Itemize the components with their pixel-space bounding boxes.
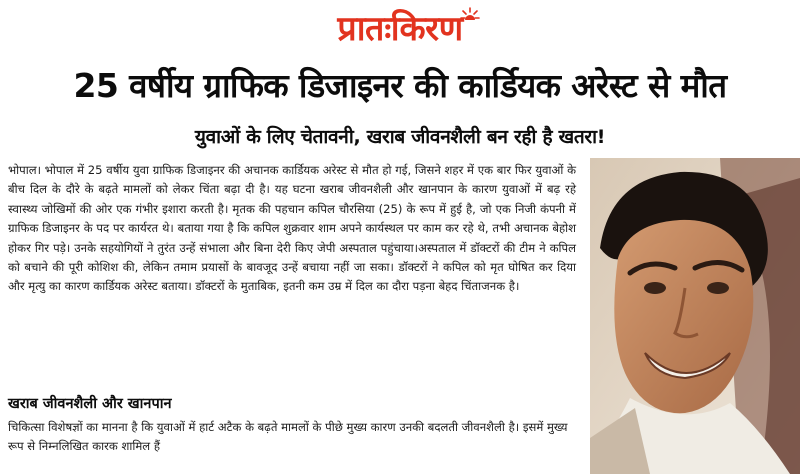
portrait-illustration [590,158,800,474]
logo-text: प्रातःकिरण [337,9,463,49]
section-heading: खराब जीवनशैली और खानपान [8,396,172,412]
logo[interactable] [337,9,463,49]
section-body: चिकित्सा विशेषज्ञों का मानना है कि युवाओं में हार्ट अटैक के बढ़ते मामलों के पीछे मुख्य कारण उनकी बदलती जीवनशैली है। इसमें मुख्य रूप से निम्नलिखित कारक शामिल हैं [8,420,568,454]
portrait-photo [590,158,800,474]
subheadline: युवाओं के लिए चेतावनी, खराब जीवनशैली बन रही है खतरा! [194,126,606,148]
sun-icon [459,6,481,28]
headline: 25 वर्षीय ग्राफिक डिजाइनर की कार्डियक अरेस्ट से मौत [73,66,727,105]
masthead [0,4,800,54]
article-body: भोपाल। भोपाल में 25 वर्षीय युवा ग्राफिक डिजाइनर की अचानक कार्डियक अरेस्ट से मौत हो गई, जिसने शहर में एक बार फिर युवाओं के बीच दिल के दौरे के बढ़ते मामलों को लेकर चिंता बढ़ा दी है। यह घटना खराब जीवनशैली और खानपान के कारण युवाओं में बढ़ रहे स्वास्थ्य जोखिमों की ओर एक गंभीर इशारा करती है। मृतक की पहचान कपिल चौरसिया (25) के रूप में हुई है, जो एक निजी कंपनी में ग्राफिक डिजाइनर के पद पर कार्यरत थे। बताया गया है कि कपिल शुक्रवार शाम अपने कार्यस्थल पर काम कर रहे थे, तभी अचानक बेहोश होकर गिर पड़े। उनके सहयोगियों ने तुरंत उन्हें संभाला और बिना देरी किए जेपी अस्पताल पहुंचाया।अस्पताल में डॉक्टरों की टीम ने कपिल को बचाने की पूरी कोशिश की, लेकिन तमाम प्रयासों के बावजूद उन्हें बचाया नहीं जा सका। डॉक्टरों ने कपिल को मृत घोषित कर दिया और मृत्यु का कारण कार्डियक अरेस्ट बताया। डॉक्टरों के मुताबिक, इतनी कम उम्र में दिल का दौरा पड़ना बेहद चिंताजनक है। [8,163,576,294]
